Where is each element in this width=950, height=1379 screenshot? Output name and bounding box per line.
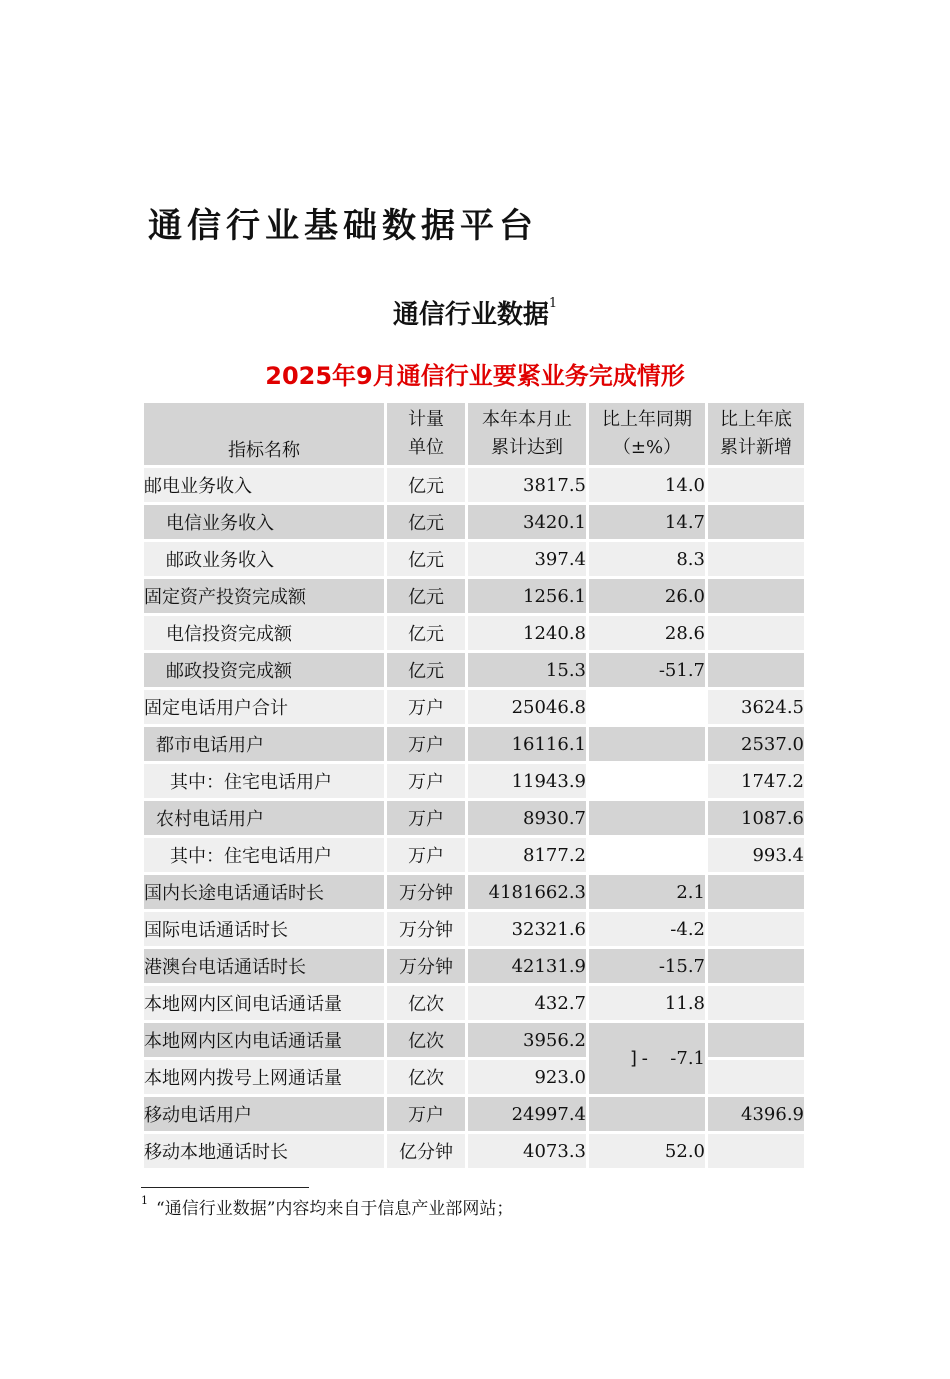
row-name: 邮政投资完成额 xyxy=(144,653,384,687)
footnote-number: 1 xyxy=(141,1194,148,1207)
row-increase xyxy=(708,579,804,613)
table-row xyxy=(144,1134,804,1168)
header-cumulative-line2: 累计达到 xyxy=(491,437,563,458)
row-yoy: 28.6 xyxy=(589,616,705,650)
statistics-table xyxy=(141,400,807,1171)
row-unit: 亿元 xyxy=(387,505,465,539)
table-row xyxy=(144,690,804,724)
row-yoy: 2.1 xyxy=(589,875,705,909)
row-yoy: 14.7 xyxy=(589,505,705,539)
header-indicator-name: 指标名称 xyxy=(144,403,384,465)
row-cumulative: 24997.4 xyxy=(468,1097,586,1131)
header-unit-line2: 单位 xyxy=(408,437,444,458)
row-name: 国际电话通话时长 xyxy=(144,912,384,946)
table-row xyxy=(144,801,804,835)
row-increase xyxy=(708,949,804,983)
row-unit: 万分钟 xyxy=(387,949,465,983)
row-unit: 亿元 xyxy=(387,542,465,576)
row-name: 其中：住宅电话用户 xyxy=(144,764,384,798)
table-row xyxy=(144,505,804,539)
row-unit: 亿次 xyxy=(387,1060,465,1094)
header-cumulative-line1: 本年本月止 xyxy=(482,409,572,430)
row-increase xyxy=(708,1134,804,1168)
row-unit: 万户 xyxy=(387,690,465,724)
table-row xyxy=(144,616,804,650)
row-name: 都市电话用户 xyxy=(144,727,384,761)
row-name: 固定电话用户合计 xyxy=(144,690,384,724)
footnote-separator xyxy=(141,1187,309,1188)
table-row xyxy=(144,1060,804,1094)
row-cumulative: 8930.7 xyxy=(468,801,586,835)
table-row xyxy=(144,838,804,872)
table-row xyxy=(144,1097,804,1131)
footnote-marker: 1 xyxy=(548,296,558,311)
row-cumulative: 32321.6 xyxy=(468,912,586,946)
row-unit: 万户 xyxy=(387,727,465,761)
row-yoy xyxy=(589,1097,705,1131)
table-row xyxy=(144,986,804,1020)
row-unit: 亿元 xyxy=(387,653,465,687)
row-cumulative: 8177.2 xyxy=(468,838,586,872)
row-unit: 万分钟 xyxy=(387,875,465,909)
row-unit: 万分钟 xyxy=(387,912,465,946)
row-name: 移动电话用户 xyxy=(144,1097,384,1131)
row-yoy: 8.3 xyxy=(589,542,705,576)
row-name: 本地网内区间电话通话量 xyxy=(144,986,384,1020)
row-cumulative: 1240.8 xyxy=(468,616,586,650)
row-increase: 1087.6 xyxy=(708,801,804,835)
row-yoy: 26.0 xyxy=(589,579,705,613)
row-unit: 万户 xyxy=(387,764,465,798)
row-increase xyxy=(708,616,804,650)
row-increase: 4396.9 xyxy=(708,1097,804,1131)
row-increase xyxy=(708,653,804,687)
row-increase xyxy=(708,505,804,539)
row-increase xyxy=(708,875,804,909)
platform-brand: 通信行业基础数据平台 xyxy=(148,206,538,246)
table-header-row xyxy=(144,403,804,465)
header-cumulative xyxy=(468,403,586,465)
row-increase: 993.4 xyxy=(708,838,804,872)
table-row xyxy=(144,542,804,576)
table-row xyxy=(144,764,804,798)
row-unit: 亿元 xyxy=(387,579,465,613)
row-cumulative: 16116.1 xyxy=(468,727,586,761)
row-cumulative: 3817.5 xyxy=(468,468,586,502)
row-increase xyxy=(708,542,804,576)
footnote xyxy=(141,1194,513,1219)
row-name: 电信业务收入 xyxy=(144,505,384,539)
row-increase: 2537.0 xyxy=(708,727,804,761)
row-increase xyxy=(708,912,804,946)
row-yoy xyxy=(589,690,705,724)
row-yoy xyxy=(589,801,705,835)
row-unit: 万户 xyxy=(387,801,465,835)
table-subtitle: 2025年9月通信行业要紧业务完成情形 xyxy=(265,362,685,390)
row-yoy: 52.0 xyxy=(589,1134,705,1168)
table-row xyxy=(144,875,804,909)
header-unit-line1: 计量 xyxy=(408,409,444,430)
row-unit: 亿次 xyxy=(387,986,465,1020)
row-unit: 亿元 xyxy=(387,616,465,650)
row-increase xyxy=(708,468,804,502)
row-yoy: -4.2 xyxy=(589,912,705,946)
header-increase xyxy=(708,403,804,465)
row-cumulative: 432.7 xyxy=(468,986,586,1020)
row-cumulative: 923.0 xyxy=(468,1060,586,1094)
header-unit xyxy=(387,403,465,465)
row-yoy: -15.7 xyxy=(589,949,705,983)
row-cumulative: 11943.9 xyxy=(468,764,586,798)
footnote-text: “通信行业数据”内容均来自于信息产业部网站； xyxy=(156,1199,514,1219)
row-yoy: -51.7 xyxy=(589,653,705,687)
row-name: 邮政业务收入 xyxy=(144,542,384,576)
row-name: 本地网内拨号上网通话量 xyxy=(144,1060,384,1094)
row-unit: 亿元 xyxy=(387,468,465,502)
row-name: 农村电话用户 xyxy=(144,801,384,835)
row-name: 港澳台电话通话时长 xyxy=(144,949,384,983)
row-yoy: 14.0 xyxy=(589,468,705,502)
row-yoy-merged xyxy=(589,1023,705,1094)
table-row xyxy=(144,468,804,502)
table-row xyxy=(144,727,804,761)
table-row xyxy=(144,653,804,687)
row-cumulative: 25046.8 xyxy=(468,690,586,724)
row-cumulative: 42131.9 xyxy=(468,949,586,983)
table-row xyxy=(144,912,804,946)
row-increase xyxy=(708,986,804,1020)
row-name: 邮电业务收入 xyxy=(144,468,384,502)
row-unit: 亿次 xyxy=(387,1023,465,1057)
table-row xyxy=(144,579,804,613)
row-name: 其中：住宅电话用户 xyxy=(144,838,384,872)
row-cumulative: 4073.3 xyxy=(468,1134,586,1168)
row-yoy xyxy=(589,838,705,872)
row-cumulative: 3956.2 xyxy=(468,1023,586,1057)
row-yoy: 11.8 xyxy=(589,986,705,1020)
row-cumulative: 4181662.3 xyxy=(468,875,586,909)
row-unit: 亿分钟 xyxy=(387,1134,465,1168)
row-cumulative: 15.3 xyxy=(468,653,586,687)
header-yoy-line2: （±%） xyxy=(612,437,682,458)
header-increase-line1: 比上年底 xyxy=(720,409,792,430)
header-yoy xyxy=(589,403,705,465)
table-row xyxy=(144,1023,804,1057)
row-unit: 万户 xyxy=(387,838,465,872)
row-yoy xyxy=(589,727,705,761)
row-unit: 万户 xyxy=(387,1097,465,1131)
row-name: 国内长途电话通话时长 xyxy=(144,875,384,909)
row-name: 本地网内区内电话通话量 xyxy=(144,1023,384,1057)
row-yoy: -7.1 xyxy=(670,1048,705,1069)
row-name: 固定资产投资完成额 xyxy=(144,579,384,613)
row-name: 移动本地通话时长 xyxy=(144,1134,384,1168)
row-cumulative: 3420.1 xyxy=(468,505,586,539)
row-increase: 3624.5 xyxy=(708,690,804,724)
row-name: 电信投资完成额 xyxy=(144,616,384,650)
header-increase-line2: 累计新增 xyxy=(720,437,792,458)
table-row xyxy=(144,949,804,983)
merge-bracket: ]- xyxy=(628,1048,651,1069)
page-title-text: 通信行业数据 xyxy=(392,300,549,330)
row-cumulative: 397.4 xyxy=(468,542,586,576)
row-increase xyxy=(708,1060,804,1094)
row-increase: 1747.2 xyxy=(708,764,804,798)
row-increase xyxy=(708,1023,804,1057)
row-yoy xyxy=(589,764,705,798)
header-yoy-line1: 比上年同期 xyxy=(602,409,692,430)
page-title xyxy=(0,294,950,331)
row-cumulative: 1256.1 xyxy=(468,579,586,613)
